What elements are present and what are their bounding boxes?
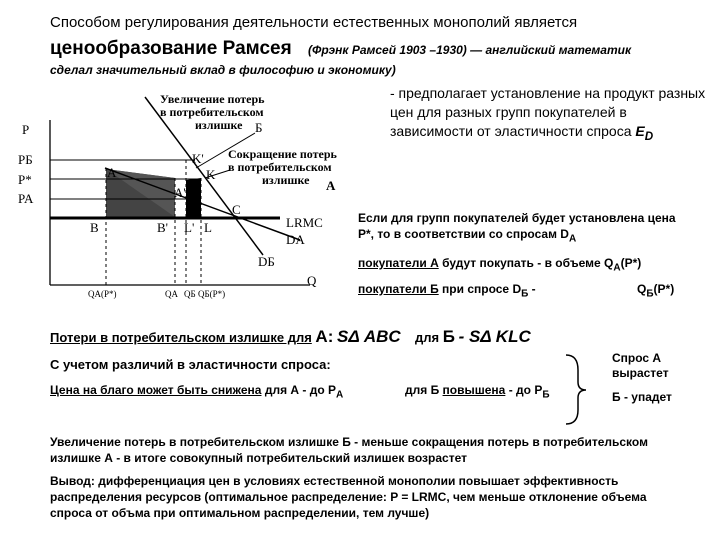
price-b-underlined: повышена	[442, 383, 506, 397]
intro-body: - предполагает установление на продукт разных цен для разных групп покупателей в зависимости от эластичности спроса	[390, 85, 706, 139]
losses-b-area: - SΔ KLC	[458, 327, 531, 346]
title-ramsey-note: (Фрэнк Рамсей 1903 –1930) — английский математик	[308, 43, 632, 57]
price-label-pb: PБ	[18, 152, 33, 167]
price-a-underlined: Цена на благо может быть снижена	[50, 383, 262, 397]
axis-q-label: Q	[307, 273, 317, 288]
buyers-b-sub: Б	[521, 288, 529, 300]
note-top-line-2: в потребительском	[160, 105, 264, 119]
demand-b-text: - упадет	[623, 390, 672, 404]
price-b-lead: для Б	[405, 383, 440, 397]
point-a1: A'	[174, 185, 186, 200]
losses-b-line	[415, 327, 531, 347]
q-label-qb: QБ	[184, 289, 196, 299]
point-b1: B'	[157, 220, 169, 235]
losses-a-area: SΔ ABC	[337, 327, 401, 346]
price-label-pstar: P*	[18, 172, 32, 187]
q-label-qb-pstar: QБ(P*)	[198, 289, 226, 299]
buyers-a-text: будут покупать - в объеме Q	[442, 256, 614, 270]
buyers-b-label: покупатели Б	[358, 282, 439, 296]
buyers-a-label: покупатели А	[358, 256, 439, 270]
point-k: K	[206, 167, 216, 182]
point-l1: L'	[184, 220, 195, 235]
point-c: C	[232, 202, 241, 217]
losses-for-b: для	[415, 330, 440, 345]
label-lrmc: LRMC	[286, 215, 323, 230]
price-b-text: - до P	[508, 383, 543, 397]
note-bottom-letter: А	[326, 178, 336, 193]
buyers-b-line	[358, 282, 536, 299]
buyers-b-q-tail: (P*)	[653, 282, 675, 296]
note-bottom-line-2: в потребительском	[228, 160, 332, 174]
pstar-paragraph-sub: A	[568, 233, 577, 245]
title-line-3: сделал значительный вклад в философию и экономику)	[50, 63, 396, 77]
buyers-a-tail: (P*)	[620, 256, 642, 270]
point-a: A	[107, 165, 117, 180]
intro-symbol-sub: D	[644, 129, 654, 143]
buyers-b-dash: -	[531, 282, 536, 296]
demand-b-letter: Б	[612, 390, 621, 404]
losses-line	[50, 327, 401, 347]
label-db: DБ	[258, 254, 275, 269]
buyers-b-qty	[637, 282, 674, 299]
q-label-qa: QA	[165, 289, 178, 299]
demand-b-note	[612, 390, 672, 404]
note-top-letter: Б	[255, 120, 263, 135]
point-k1: K'	[192, 151, 204, 166]
losses-label: Потери в потребительском излишке для	[50, 330, 312, 345]
buyers-b-text: при спросе D	[442, 282, 522, 296]
pstar-paragraph	[358, 210, 678, 247]
brace	[566, 355, 586, 424]
note-top-line-3: излишке	[195, 118, 243, 132]
price-b-line	[405, 383, 550, 400]
price-a-text: для А - до P	[264, 383, 337, 397]
buyers-a-sub: A	[613, 262, 621, 274]
losses-a-letter: А:	[315, 327, 334, 346]
pstar-paragraph-text: Если для групп покупателей будет установлена цена P*, то в соответствии со спросам D	[358, 211, 676, 241]
point-b: B	[90, 220, 99, 235]
q-label-qa-pstar: QA(P*)	[88, 289, 117, 299]
price-b-sub: Б	[542, 389, 550, 401]
buyers-b-q-sub: Б	[646, 288, 654, 300]
label-da: DA	[286, 232, 305, 247]
price-a-line	[50, 383, 343, 400]
note-bottom-line-3: излишке	[262, 173, 310, 187]
axis-p-label: P	[22, 122, 30, 137]
note-bottom-line-1: Сокращение потерь	[228, 147, 337, 161]
demand-a-note: Спрос А вырастет	[612, 351, 669, 380]
price-label-pa: PA	[18, 191, 34, 206]
title-line-1: Способом регулирования деятельности естественных монополий является	[50, 14, 578, 31]
conclusion-final: Вывод: дифференциация цен в условиях естественной монополии повышает эффективность распределения ресурсов (оптимальное распределение: P = LRMC, чем меньше отклонение объема спроса от объма при оптимальном распределении, тем лучше)	[50, 474, 647, 520]
buyers-a-line	[358, 256, 641, 273]
price-a-sub: A	[336, 389, 344, 401]
intro-symbol: E	[635, 123, 645, 139]
conclusion-surplus: Увеличение потерь в потребительском излишке Б - меньше сокращения потерь в потребительском излишке А - в итоге совокупный потребительский излишек возрастет	[50, 435, 648, 465]
point-l: L	[204, 220, 212, 235]
elasticity-heading: С учетом различий в эластичности спроса:	[50, 357, 331, 372]
losses-b-letter: Б	[442, 327, 455, 346]
buyers-b-q: Q	[637, 282, 647, 296]
title-ramsey-pricing: ценообразование Рамсея	[50, 38, 292, 59]
note-top-line-1: Увеличение потерь	[160, 92, 265, 106]
